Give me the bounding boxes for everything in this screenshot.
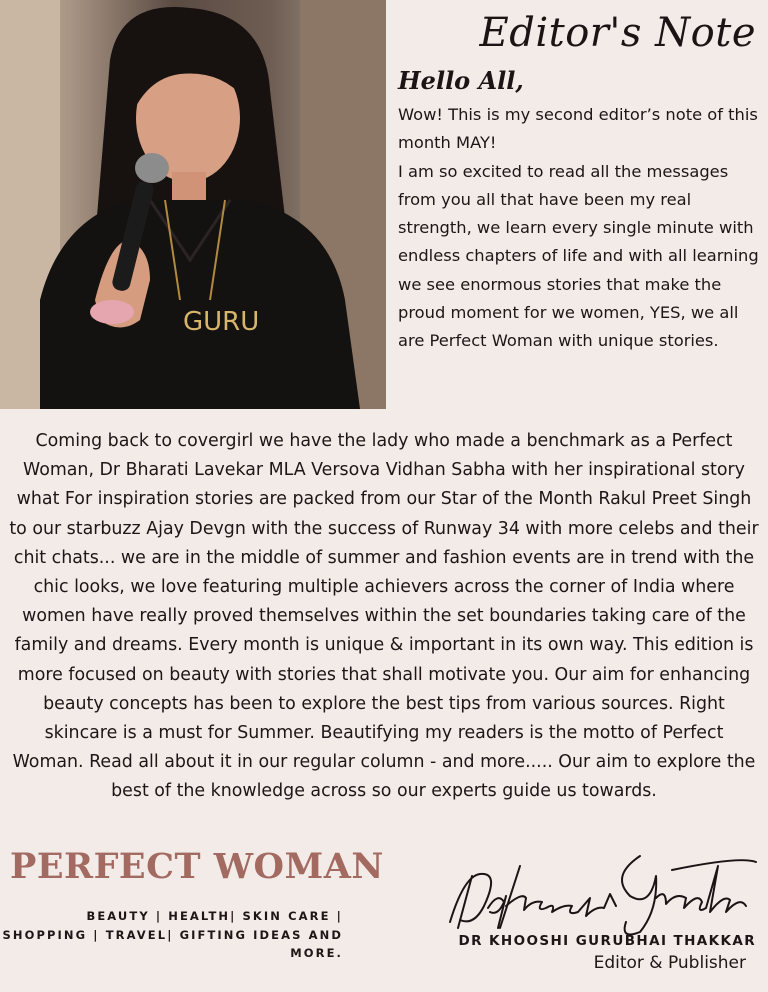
pendant-text: GURU xyxy=(183,307,260,337)
intro-text xyxy=(398,101,764,356)
signer-role: Editor & Publisher xyxy=(593,953,746,973)
signer-name: DR KHOOSHI GURUBHAI THAKKAR xyxy=(458,933,756,949)
brand-logo: PERFECT WOMAN xyxy=(10,846,384,887)
greeting: Hello All, xyxy=(398,66,524,95)
brand-tagline: BEAUTY | HEALTH| SKIN CARE | SHOPPING | TRAVEL| GIFTING IDEAS AND MORE. xyxy=(2,909,343,960)
signature xyxy=(440,836,760,936)
editor-portrait-illustration xyxy=(0,0,386,409)
body-text: Coming back to covergirl we have the lady who made a benchmark as a Perfect Woman, Dr Bharati Lavekar MLA Versova Vidhan Sabha with her inspirational story what For inspiration stories are packed from our Star of the Month Rakul Preet Singh to our starbuzz Ajay Devgn with the success of Runway 34 with more celebs and their chit chats... we are in the middle of summer and fashion events are in trend with the chic looks, we love featuring multiple achievers across the corner of India where women have really proved themselves within the set boundaries taking care of the family and dreams. Every month is unique & important in its own way. This edition is more focused on beauty with stories that shall motivate you. Our aim for enhancing beauty concepts has been to explore the best tips from various sources. Right skincare is a must for Summer. Beautifying my readers is the motto of Perfect Woman. Read all about it in our regular column - and more..... Our aim to explore the best of the knowledge across so our experts guide us towards. xyxy=(9,431,759,802)
page-title: Editor's Note xyxy=(479,10,756,56)
intro-paragraph: I am so excited to read all the messages from you all that have been my real strength, we learn every single minute with endless chapters of life and with all learning we see enormous stories that make the proud moment for we women, YES, we all are Perfect Woman with unique stories. xyxy=(398,161,759,351)
intro-paragraph: Wow! This is my second editor’s note of this month MAY! xyxy=(398,105,758,153)
editor-photo xyxy=(0,0,386,409)
